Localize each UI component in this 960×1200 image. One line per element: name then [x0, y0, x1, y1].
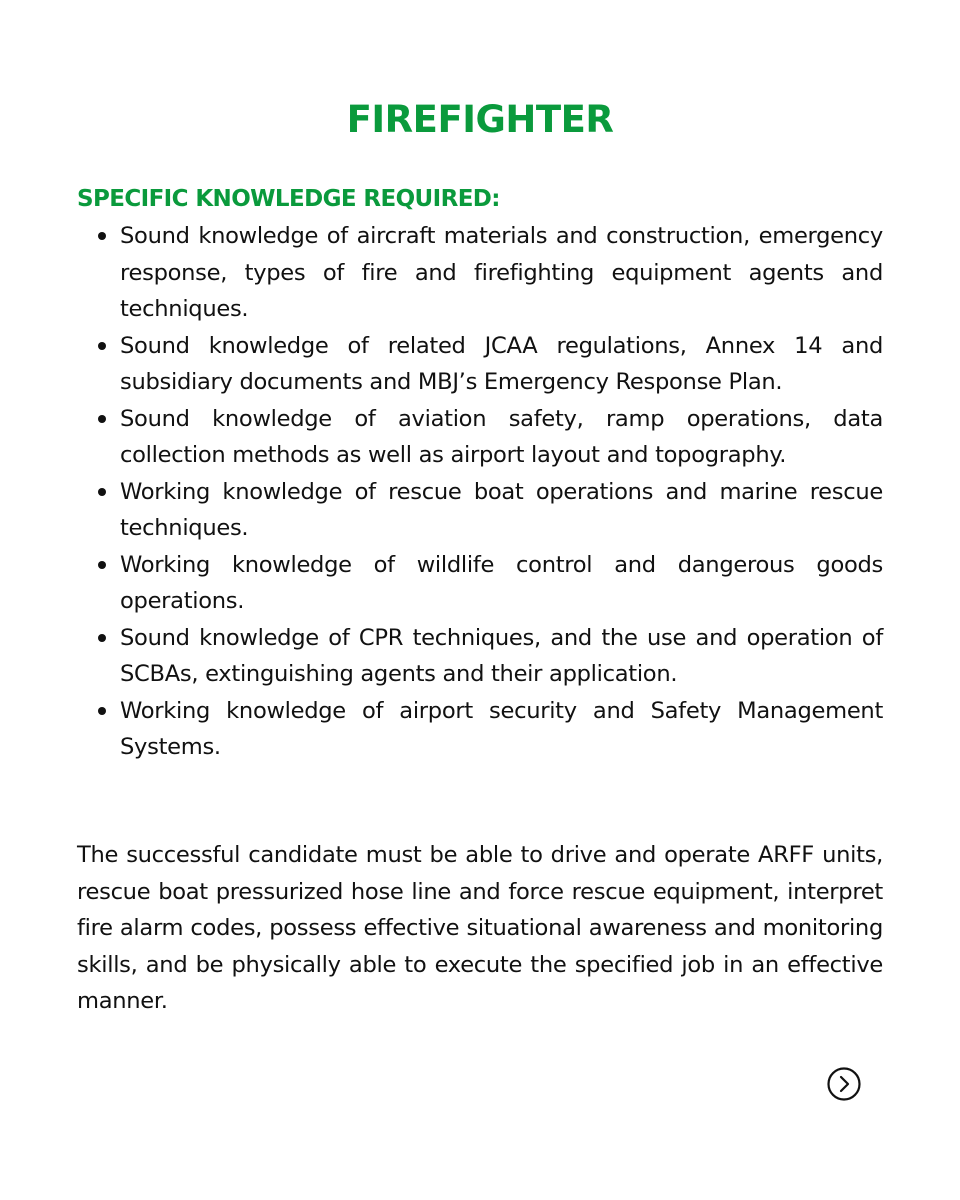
page-title: FIREFIGHTER — [346, 98, 614, 141]
list-item-text: Sound knowledge of related JCAA regulations, Annex 14 and subsidiary documents and MBJ’s Emergency Response Plan. — [120, 332, 883, 395]
bullet-icon — [98, 415, 106, 423]
bullet-icon — [98, 232, 106, 240]
bullet-icon — [98, 342, 106, 350]
list-item — [77, 693, 883, 766]
bullet-icon — [98, 561, 106, 569]
list-item-text: Sound knowledge of aircraft materials and construction, emergency response, types of fire and firefighting equipment agents and techniques. — [120, 223, 883, 322]
list-item-text: Working knowledge of wildlife control and dangerous goods operations. — [120, 551, 883, 614]
knowledge-list — [77, 218, 883, 766]
job-description-page — [77, 0, 883, 1200]
list-item — [77, 547, 883, 620]
list-item — [77, 401, 883, 474]
bullet-icon — [98, 707, 106, 715]
list-item-text: Sound knowledge of aviation safety, ramp operations, data collection methods as well as airport layout and topography. — [120, 405, 883, 468]
list-item — [77, 474, 883, 547]
next-page-button[interactable] — [827, 1067, 861, 1101]
list-item — [77, 620, 883, 693]
bullet-icon — [98, 488, 106, 496]
list-item-text: Working knowledge of airport security and Safety Management Systems. — [120, 697, 883, 760]
list-item-text: Working knowledge of rescue boat operations and marine rescue techniques. — [120, 478, 883, 541]
section-heading: SPECIFIC KNOWLEDGE REQUIRED: — [77, 186, 500, 212]
chevron-right-circle-icon — [827, 1067, 861, 1101]
list-item-text: Sound knowledge of CPR techniques, and the use and operation of SCBAs, extinguishing agents and their application. — [120, 624, 883, 687]
bullet-icon — [98, 634, 106, 642]
list-item — [77, 328, 883, 401]
closing-paragraph: The successful candidate must be able to drive and operate ARFF units, rescue boat pressurized hose line and force rescue equipment, interpret fire alarm codes, possess effective situational awareness and monitoring skills, and be physically able to execute the specified job in an effective manner. — [77, 842, 883, 1014]
list-item — [77, 218, 883, 328]
